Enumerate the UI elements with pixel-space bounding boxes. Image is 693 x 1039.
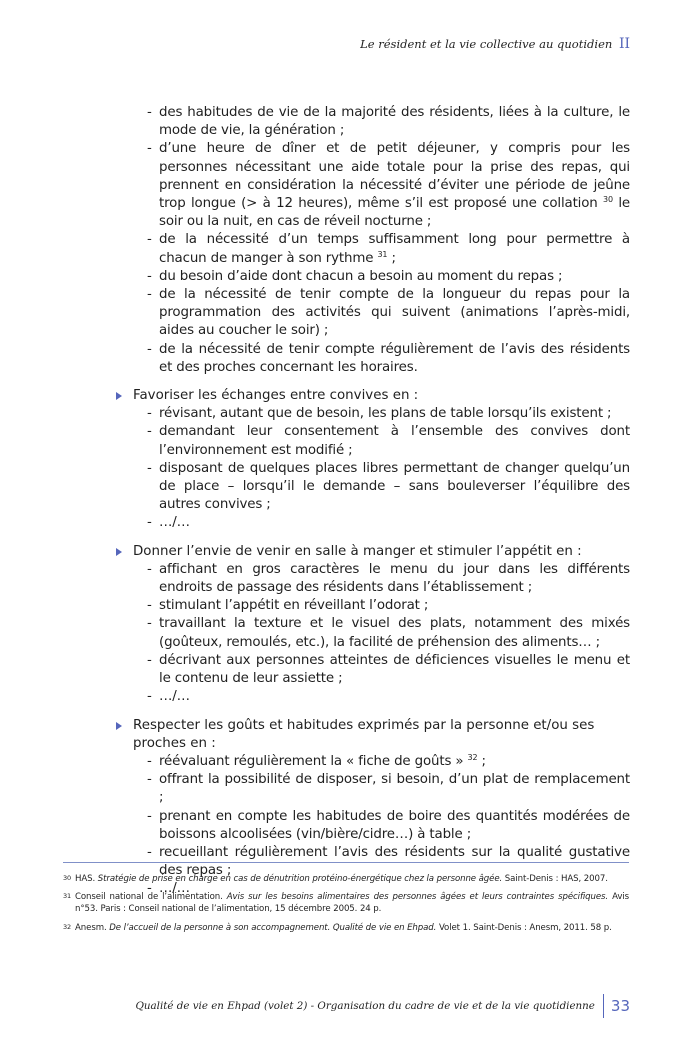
section-lead: Respecter les goûts et habitudes exprimés par la personne et/ou ses proches en : [114,717,630,753]
section-exchanges [114,387,630,533]
footnote: 31 Conseil national de l’alimentation. Avis sur les besoins alimentaires des personnes âgées et leurs contraintes spécifiques. Avis n°53. Paris : Conseil national de l’alimentation, 15 décembre 2005. 24 p. [63,892,630,915]
list-item: - stimulant l’appétit en réveillant l’odorat ; [147,598,429,614]
footnotes [63,873,629,940]
running-title: Le résident et la vie collective au quotidien [360,37,613,51]
section-appetite [114,543,630,707]
list-item: - prenant en compte les habitudes de boire des quantités modérées de boissons alcoolisées (vin/bière/cidre…) à table ; [147,808,630,842]
footnote: 30 HAS. Stratégie de prise en charge en cas de dénutrition protéino-énergétique chez la personne âgée. Saint-Denis : HAS, 2007. [63,874,608,884]
list-item: - …/… [147,515,190,531]
list-item: - réévaluant régulièrement la « fiche de goûts » $^{32}$ ; [147,752,486,769]
part-number: II [618,36,630,52]
footnote-ref: 31 [377,249,388,259]
footnote-ref: 32 [467,752,478,762]
list-item: - de la nécessité de tenir compte régulièrement de l’avis des résidents et des proches concernant les horaires. [147,341,630,375]
list-item: - recueillant régulièrement l’avis des résidents sur la qualité gustative des repas ; [147,844,630,879]
triangle-bullet-icon [116,722,122,730]
list-item: - …/… [147,881,190,897]
footnote: 32 Anesm. De l’accueil de la personne à son accompagnement. Qualité de vie en Ehpad. Volet 1. Saint-Denis : Anesm, 2011. 58 p. [63,922,612,933]
footer-divider [603,994,604,1018]
running-header [360,36,630,52]
footnote-number: 30 [63,874,72,882]
list-item: - demandant leur consentement à l’ensemble des convives dont l’environnement est modifié ; [147,424,630,458]
footnote-number: 32 [63,922,72,931]
list-item: - …/… [147,689,190,705]
list-item: - travaillant la texture et le visuel des plats, notamment des mixés (goûteux, remoulés, etc.), la facilité de préhension des aliments… ; [147,616,630,650]
section-lead: Favoriser les échanges entre convives en : [114,387,630,405]
list-item: - offrant la possibilité de disposer, si besoin, d’un plat de remplacement ; [147,772,630,806]
list-item: - affichant en gros caractères le menu du jour dans les différents endroits de passage des résidents dans l’établissement ; [147,561,630,596]
list-item: - du besoin d’aide dont chacun a besoin au moment du repas ; [147,268,563,284]
section-tastes [114,717,630,899]
section-list [114,405,630,532]
list-item: - de la nécessité de tenir compte de la longueur du repas pour la programmation des activités qui suivent (animations l’après-midi, aides au coucher le soir) ; [147,287,630,339]
list-item: - décrivant aux personnes atteintes de déficiences visuelles le menu et le contenu de leur assiette ; [147,652,630,687]
page-footer [135,994,630,1018]
triangle-bullet-icon [116,392,122,400]
main-content [114,104,630,909]
footnote-divider [63,862,629,863]
intro-section [114,104,630,377]
list-item: - révisant, autant que de besoin, les plans de table lorsqu’ils existent ; [147,406,612,422]
footnote-ref: 30 [603,195,613,205]
section-list [114,561,630,707]
list-item: - de la nécessité d’un temps suffisamment long pour permettre à chacun de manger à son rythme $^{31}$ ; [147,232,630,266]
section-lead: Donner l’envie de venir en salle à manger et stimuler l’appétit en : [114,543,630,561]
list-item: - d’une heure de dîner et de petit déjeuner, y compris pour les personnes nécessitant une aide totale pour la prise des repas, qui prennent en considération la nécessité d’éviter une période de jeûne trop longue (> à 12 heures), même s’il est proposé une collation $^{30}$ le soir ou la nuit, en cas de réveil nocturne ; [147,141,630,230]
list-item: - disposant de quelques places libres permettant de changer quelqu’un de place – lorsqu’il le demande – sans bouleverser l’équilibre des autres convives ; [147,460,630,513]
intro-list [114,104,630,377]
list-item: - des habitudes de vie de la majorité des résidents, liées à la culture, le mode de vie, la génération ; [147,105,630,139]
triangle-bullet-icon [116,548,122,556]
page-number: 33 [610,997,630,1015]
footer-title: Qualité de vie en Ehpad (volet 2) - Organisation du cadre de vie et de la vie quotidienne [135,1000,595,1012]
footnote-number: 31 [63,892,72,901]
